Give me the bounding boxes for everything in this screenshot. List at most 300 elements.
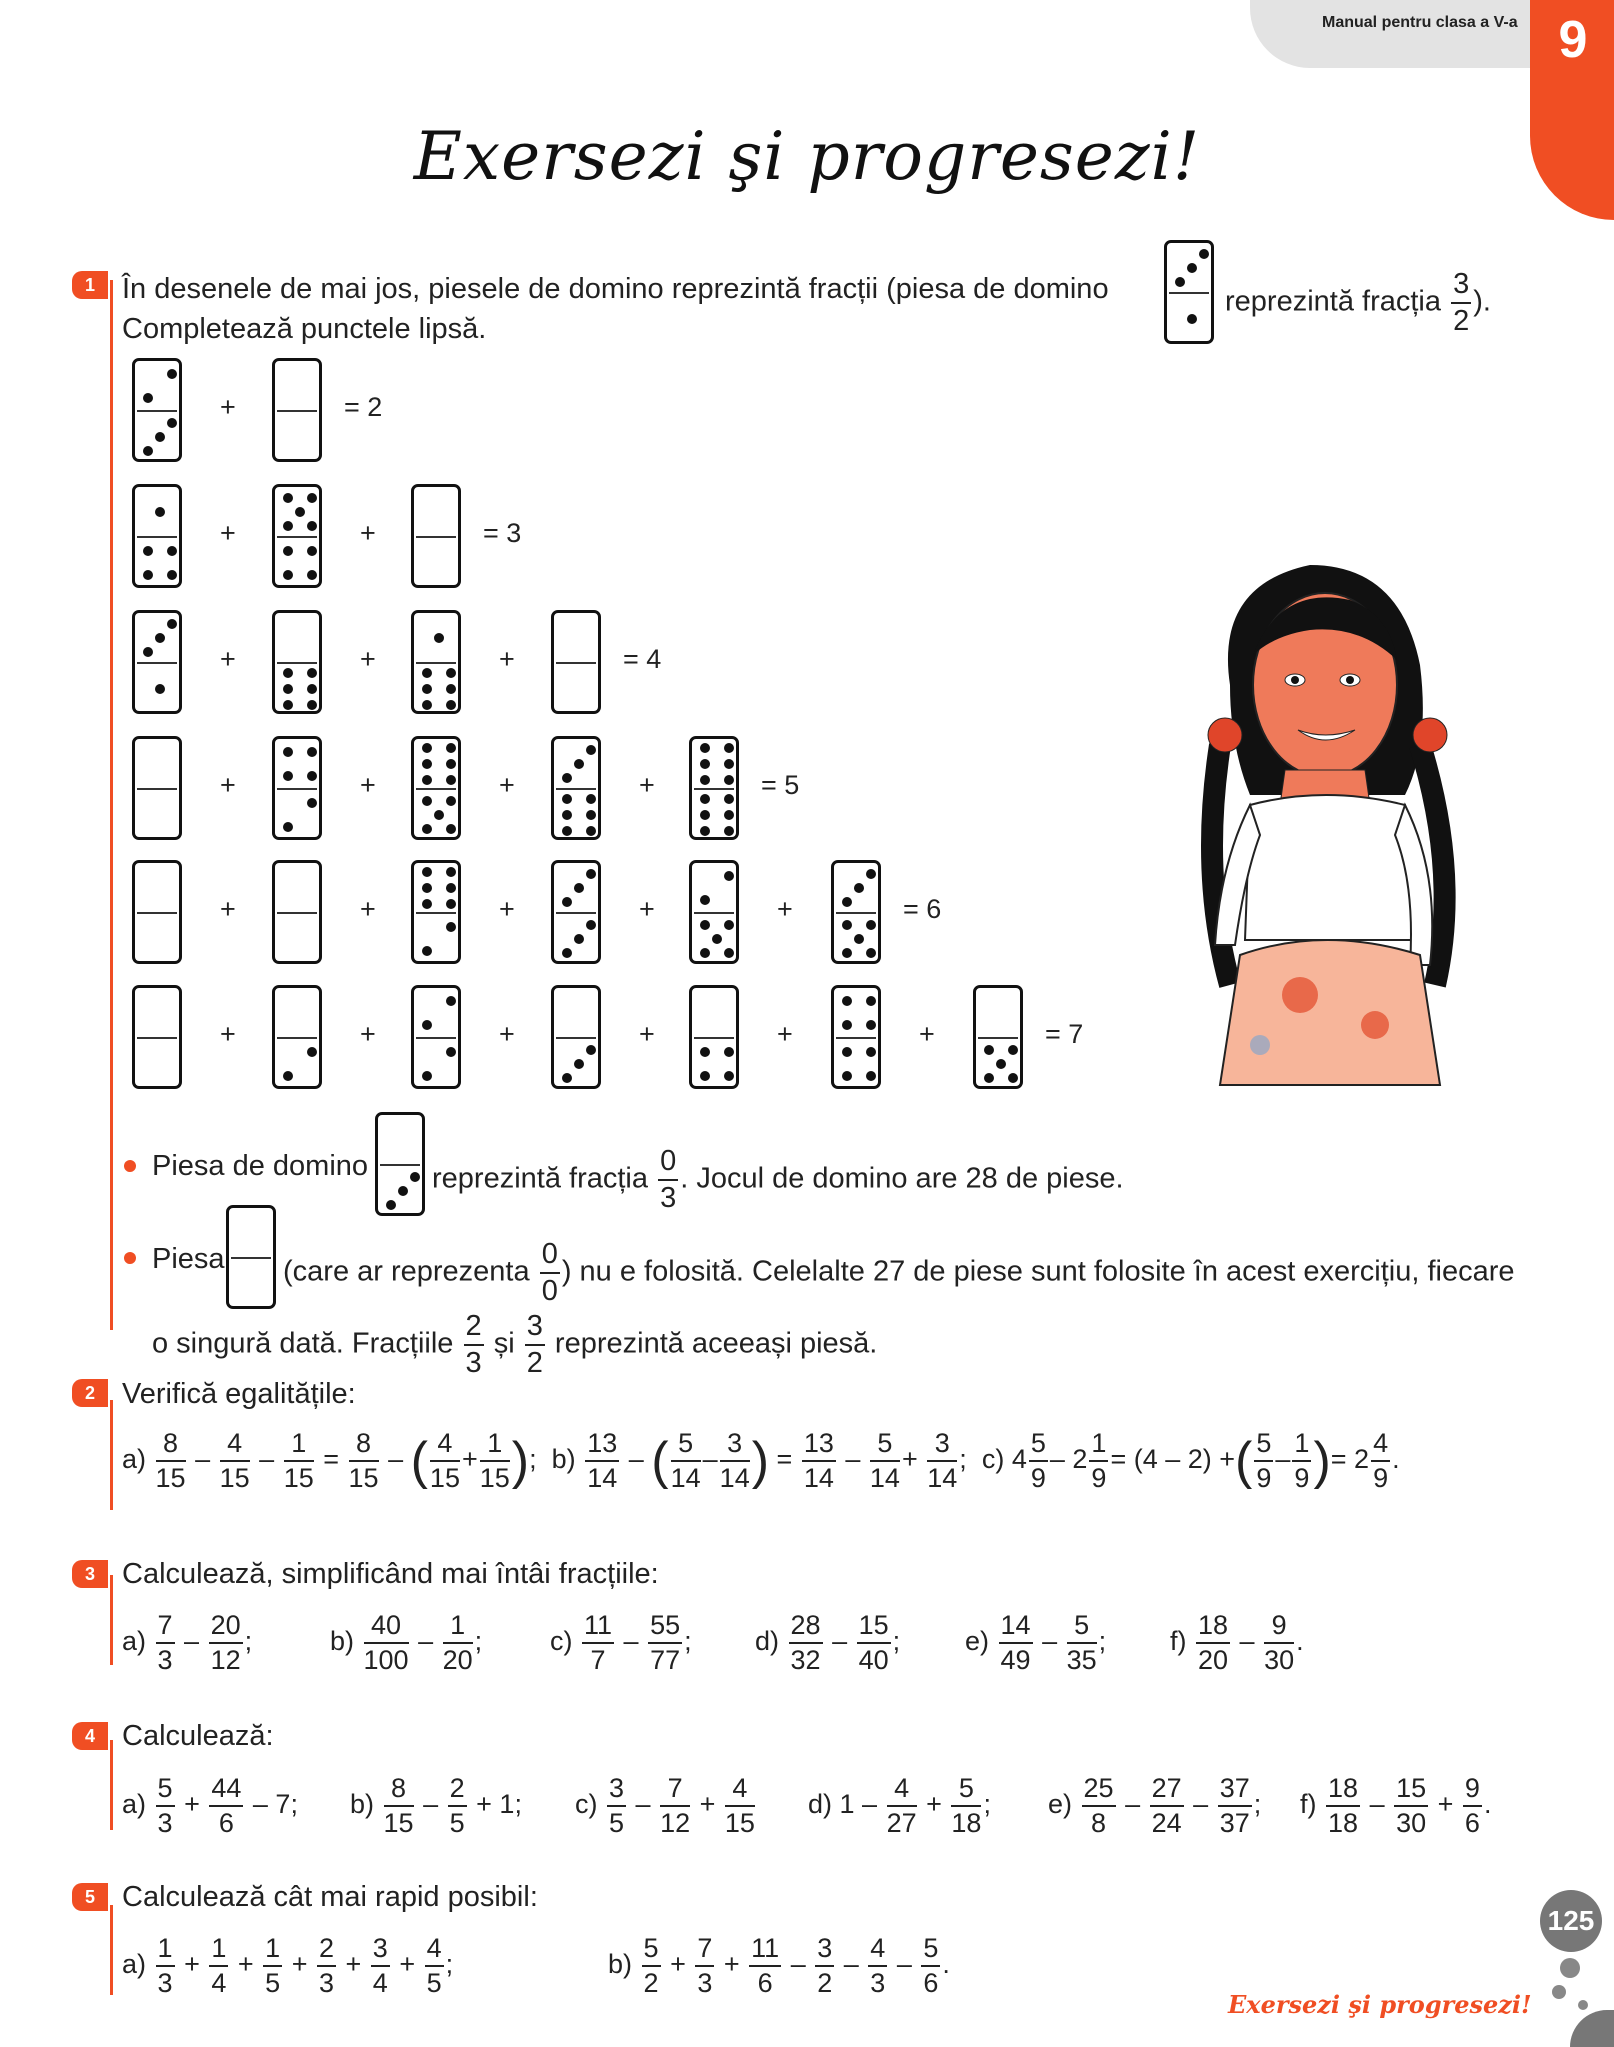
domino-blank[interactable] — [132, 860, 182, 964]
domino-divider — [137, 536, 177, 538]
domino-pip — [562, 794, 572, 804]
domino-piece — [411, 610, 461, 714]
domino-pip — [307, 684, 317, 694]
domino-pip — [283, 1071, 293, 1081]
domino-pip — [155, 684, 165, 694]
denominator: 100 — [363, 1645, 409, 1675]
numerator: 7 — [156, 1612, 175, 1644]
domino-pip — [586, 745, 596, 755]
exercise-5-b: b) $\frac{5}{2}$ + $\frac{7}{3}$ + $\frac{11}{6}$ – $\frac{3}{2}$ – $\frac{4}{3}$ – $\frac{5}{6}$ . — [608, 1933, 950, 1998]
plus-sign: + — [499, 644, 515, 674]
domino-pip — [842, 920, 852, 930]
item-label: e) — [965, 1626, 997, 1657]
domino-divider — [137, 1037, 177, 1039]
domino-pip — [410, 1172, 420, 1182]
terminator: . — [1296, 1626, 1304, 1657]
page-title: Exersezi şi progresezi! — [413, 118, 1201, 195]
numerator: 15 — [857, 1612, 891, 1644]
domino-pip — [842, 1020, 852, 1030]
denominator: 49 — [1000, 1645, 1031, 1675]
domino-divider — [231, 1257, 271, 1259]
domino-pip — [586, 1045, 596, 1055]
exercise-3-item — [965, 1612, 1106, 1674]
domino-pip — [143, 647, 153, 657]
domino-pip — [574, 934, 584, 944]
domino-piece — [551, 860, 601, 964]
domino-pip — [586, 810, 596, 820]
domino-pip — [283, 521, 293, 531]
exercise-3-item — [550, 1612, 692, 1674]
manual-label: Manual pentru clasa a V-a — [1322, 14, 1518, 31]
denominator: 7 — [590, 1645, 606, 1675]
domino-pip — [724, 871, 734, 881]
domino-pip — [422, 1071, 432, 1081]
domino-pip — [283, 700, 293, 710]
domino-divider — [694, 912, 734, 914]
domino-piece — [689, 736, 739, 840]
plus-sign: + — [919, 1019, 935, 1049]
numerator: 11 — [582, 1612, 614, 1644]
exercise-4-c: c) $\frac{3}{5}$ – $\frac{7}{12}$ + $\frac{4}{15}$ — [575, 1773, 755, 1838]
domino-pip — [1187, 263, 1197, 273]
domino-divider — [1169, 292, 1209, 294]
domino-pip — [712, 934, 722, 944]
row-result: = 2 — [344, 392, 383, 422]
fraction — [648, 1612, 682, 1674]
domino-pip — [422, 700, 432, 710]
domino-pip — [295, 507, 305, 517]
domino-piece — [272, 736, 322, 840]
domino-pip — [446, 867, 456, 877]
domino-pip — [724, 743, 734, 753]
corner-decor — [1570, 2010, 1614, 2047]
domino-pip — [446, 922, 456, 932]
domino-piece — [973, 985, 1023, 1089]
domino-divider — [277, 788, 317, 790]
domino-blank[interactable] — [272, 358, 322, 462]
domino-pip — [446, 796, 456, 806]
domino-divider — [277, 1037, 317, 1039]
item-label: b) — [330, 1626, 362, 1657]
domino-pip — [562, 1073, 572, 1083]
domino-pip — [446, 668, 456, 678]
domino-divider — [556, 788, 596, 790]
denominator: 30 — [1264, 1645, 1295, 1675]
decor-dot — [1578, 2000, 1588, 2010]
domino-pip — [155, 633, 165, 643]
exercise-1-intro: În desenele de mai jos, piesele de domino reprezintă fracții (piesa de domino — [122, 273, 1109, 305]
domino-pip — [842, 996, 852, 1006]
domino-pip — [1008, 1045, 1018, 1055]
domino-piece — [272, 484, 322, 588]
plus-sign: + — [220, 644, 236, 674]
exercise-rule — [110, 1575, 113, 1665]
domino-pip — [283, 570, 293, 580]
domino-divider — [836, 1037, 876, 1039]
plus-sign: + — [639, 894, 655, 924]
operator: – — [1034, 1626, 1065, 1657]
domino-pip — [574, 883, 584, 893]
numerator: 5 — [1067, 1612, 1097, 1644]
domino-divider — [137, 410, 177, 412]
domino-pip — [866, 869, 876, 879]
domino-pip — [700, 1047, 710, 1057]
domino-pip — [307, 546, 317, 556]
domino-pip — [283, 747, 293, 757]
domino-piece — [551, 736, 601, 840]
plus-sign: + — [499, 1019, 515, 1049]
numerator: 14 — [999, 1612, 1033, 1644]
exercise-4-text: Calculează: — [122, 1720, 274, 1752]
domino-pip — [446, 743, 456, 753]
domino-pip — [866, 920, 876, 930]
domino-divider — [277, 410, 317, 412]
unit-number: 9 — [1558, 11, 1588, 69]
domino-pip — [422, 824, 432, 834]
plus-sign: + — [360, 518, 376, 548]
domino-pip — [700, 794, 710, 804]
domino-pip — [167, 369, 177, 379]
domino-blank[interactable] — [272, 860, 322, 964]
domino-pip — [283, 668, 293, 678]
operator: – — [824, 1626, 855, 1657]
domino-pip — [307, 668, 317, 678]
plus-sign: + — [220, 518, 236, 548]
row-result: = 5 — [761, 770, 800, 800]
row-result: = 4 — [623, 644, 662, 674]
domino-piece — [411, 860, 461, 964]
domino-pip — [586, 826, 596, 836]
exercise-3-item — [755, 1612, 900, 1674]
domino-pip — [307, 1047, 317, 1057]
domino-divider — [694, 1037, 734, 1039]
plus-sign: + — [220, 392, 236, 422]
plus-sign: + — [360, 894, 376, 924]
domino-pip — [398, 1186, 408, 1196]
domino-pip — [446, 700, 456, 710]
domino-pip — [307, 747, 317, 757]
domino-pip — [700, 810, 710, 820]
exercise-4-e: e) $\frac{25}{8}$ – $\frac{27}{24}$ – $\frac{37}{37}$ ; — [1048, 1773, 1262, 1838]
domino-pip — [700, 759, 710, 769]
plus-sign: + — [360, 1019, 376, 1049]
domino-pip — [446, 899, 456, 909]
row-result: = 3 — [483, 518, 522, 548]
domino-pip — [866, 1071, 876, 1081]
domino-divider — [416, 912, 456, 914]
domino-pip — [283, 684, 293, 694]
footer-title: Exersezi şi progresezi! — [1228, 1990, 1532, 2019]
domino-blank[interactable] — [132, 736, 182, 840]
plus-sign: + — [777, 1019, 793, 1049]
domino-piece — [689, 860, 739, 964]
domino-pip — [422, 775, 432, 785]
domino-divider — [277, 662, 317, 664]
domino-pip — [167, 546, 177, 556]
domino-pip — [167, 570, 177, 580]
fraction — [999, 1612, 1033, 1674]
plus-sign: + — [499, 770, 515, 800]
domino-pip — [143, 546, 153, 556]
domino-pip — [562, 948, 572, 958]
exercise-4-b: b) $\frac{8}{15}$ – $\frac{2}{5}$ + 1; — [350, 1773, 522, 1838]
domino-blank[interactable] — [411, 484, 461, 588]
domino-piece — [272, 610, 322, 714]
domino-pip — [422, 668, 432, 678]
fraction — [364, 1612, 409, 1674]
page-number: 125 — [1540, 1890, 1602, 1952]
domino-pip — [446, 1047, 456, 1057]
denominator: 32 — [790, 1645, 821, 1675]
domino-pip — [984, 1045, 994, 1055]
domino-pip — [574, 759, 584, 769]
domino-pip — [143, 570, 153, 580]
domino-piece — [132, 610, 182, 714]
domino-pip — [724, 1047, 734, 1057]
domino-pip — [700, 743, 710, 753]
exercise-3-item — [122, 1612, 252, 1674]
domino-divider — [416, 788, 456, 790]
operator: – — [176, 1626, 207, 1657]
domino-pip — [283, 822, 293, 832]
domino-pip — [724, 948, 734, 958]
domino-divider — [836, 912, 876, 914]
domino-pip — [422, 684, 432, 694]
exercise-rule — [110, 280, 113, 1330]
domino-pip — [422, 796, 432, 806]
terminator: ; — [684, 1626, 692, 1657]
fraction — [209, 1612, 243, 1674]
domino-pip — [700, 826, 710, 836]
note-1-text: reprezintă fracția $\frac{0}{3}$ . Jocul de domino are 28 de piese. — [432, 1145, 1124, 1214]
numerator: 40 — [364, 1612, 409, 1644]
numerator: 9 — [1264, 1612, 1294, 1644]
domino-divider — [416, 536, 456, 538]
domino-pip — [842, 897, 852, 907]
domino-pip — [700, 775, 710, 785]
domino-pip — [866, 1047, 876, 1057]
fraction — [156, 1612, 175, 1674]
domino-blank[interactable] — [551, 610, 601, 714]
domino-divider — [416, 662, 456, 664]
domino-piece — [411, 985, 461, 1089]
exercise-3-text: Calculează, simplificând mai întâi fracțiile: — [122, 1558, 659, 1590]
operator: – — [616, 1626, 647, 1657]
domino-pip — [996, 1059, 1006, 1069]
item-label: c) — [550, 1626, 580, 1657]
domino-pip — [1175, 277, 1185, 287]
domino-pip — [307, 700, 317, 710]
fraction — [789, 1612, 823, 1674]
terminator: ; — [1098, 1626, 1107, 1657]
fraction — [1067, 1612, 1097, 1674]
domino-pip — [422, 899, 432, 909]
exercise-5-a: a) $\frac{1}{3}$ + $\frac{1}{4}$ + $\frac{1}{5}$ + $\frac{2}{3}$ + $\frac{3}{4}$ + $\frac{4}{5}$ ; — [122, 1933, 454, 1998]
plus-sign: + — [499, 894, 515, 924]
domino-pip — [167, 418, 177, 428]
domino-pip — [842, 948, 852, 958]
domino-pip — [724, 920, 734, 930]
domino-piece — [132, 358, 182, 462]
fraction — [582, 1612, 614, 1674]
exercise-number: 5 — [72, 1883, 108, 1911]
domino-pip — [422, 1020, 432, 1030]
domino-pip — [866, 948, 876, 958]
domino-pip — [143, 446, 153, 456]
decor-dot — [1552, 1985, 1566, 1999]
note-1-pre: Piesa de domino — [152, 1150, 369, 1182]
numerator: 20 — [209, 1612, 243, 1644]
denominator: 20 — [1198, 1645, 1229, 1675]
fraction — [857, 1612, 891, 1674]
domino-pip — [562, 897, 572, 907]
decor-dot — [1560, 1958, 1580, 1978]
domino-pip — [155, 432, 165, 442]
numerator: 18 — [1196, 1612, 1230, 1644]
domino-pip — [446, 775, 456, 785]
domino-piece — [689, 985, 739, 1089]
domino-pip — [446, 759, 456, 769]
exercise-rule — [110, 1905, 113, 1995]
domino-pip — [854, 934, 864, 944]
domino-pip — [386, 1200, 396, 1210]
domino-divider — [556, 1037, 596, 1039]
domino-pip — [562, 810, 572, 820]
exercise-number: 4 — [72, 1722, 108, 1750]
fraction — [1196, 1612, 1230, 1674]
domino-pip — [562, 773, 572, 783]
domino-divider — [694, 788, 734, 790]
domino-pip — [586, 869, 596, 879]
note-3-text: o singură dată. Fracțiile $\frac{2}{3}$ și $\frac{3}{2}$ reprezintă aceeași piesă. — [152, 1310, 878, 1379]
domino-pip — [1008, 1073, 1018, 1083]
terminator: ; — [892, 1626, 901, 1657]
numerator: 28 — [789, 1612, 823, 1644]
plus-sign: + — [360, 644, 376, 674]
bullet — [124, 1160, 136, 1172]
exercise-number: 2 — [72, 1379, 108, 1407]
row-result: = 7 — [1045, 1019, 1084, 1049]
domino-pip — [307, 493, 317, 503]
domino-pip — [307, 771, 317, 781]
domino-divider — [137, 788, 177, 790]
domino-pip — [155, 507, 165, 517]
domino-piece — [831, 985, 881, 1089]
item-label: d) — [755, 1626, 787, 1657]
numerator: 55 — [648, 1612, 682, 1644]
exercise-5-text: Calculează cât mai rapid posibil: — [122, 1881, 538, 1913]
domino-pip — [724, 775, 734, 785]
domino-pip — [724, 759, 734, 769]
domino-pip — [700, 948, 710, 958]
exercise-1-line2: Completează punctele lipsă. — [122, 313, 487, 345]
domino-pip — [700, 920, 710, 930]
operator: – — [1232, 1626, 1263, 1657]
plus-sign: + — [220, 894, 236, 924]
denominator: 20 — [442, 1645, 473, 1675]
domino-pip — [434, 633, 444, 643]
domino-divider — [277, 536, 317, 538]
girl-illustration — [1190, 545, 1465, 1090]
row-result: = 6 — [903, 894, 942, 924]
domino-blank[interactable] — [132, 985, 182, 1089]
domino-pip — [307, 798, 317, 808]
domino-pip — [422, 883, 432, 893]
domino-pip — [724, 826, 734, 836]
domino-pip — [283, 546, 293, 556]
domino-divider — [137, 662, 177, 664]
domino-pip — [1199, 249, 1209, 259]
domino-pip — [984, 1073, 994, 1083]
plus-sign: + — [777, 894, 793, 924]
domino-divider — [556, 912, 596, 914]
domino-pip — [724, 1071, 734, 1081]
denominator: 3 — [157, 1645, 173, 1675]
domino-pip — [143, 393, 153, 403]
exercise-rule — [110, 1400, 113, 1510]
domino-piece — [132, 484, 182, 588]
domino-pip — [446, 996, 456, 1006]
denominator: 40 — [858, 1645, 889, 1675]
plus-sign: + — [639, 770, 655, 800]
domino-pip — [307, 570, 317, 580]
exercise-3-item — [1170, 1612, 1304, 1674]
bullet — [124, 1252, 136, 1264]
item-label: a) — [122, 1626, 154, 1657]
domino-pip — [446, 883, 456, 893]
denominator: 77 — [650, 1645, 681, 1675]
domino-pip — [866, 996, 876, 1006]
exercise-4-d: d) 1 – $\frac{4}{27}$ + $\frac{5}{18}$ ; — [808, 1773, 991, 1838]
domino-pip — [854, 883, 864, 893]
exercise-number: 3 — [72, 1560, 108, 1588]
plus-sign: + — [220, 770, 236, 800]
domino-pip — [167, 619, 177, 629]
denominator: 12 — [210, 1645, 241, 1675]
operator: – — [410, 1626, 441, 1657]
domino-pip — [422, 867, 432, 877]
domino-pip — [574, 1059, 584, 1069]
terminator: ; — [474, 1626, 483, 1657]
domino-pip — [842, 1047, 852, 1057]
domino-pip — [434, 810, 444, 820]
fraction — [1264, 1612, 1294, 1674]
fraction — [443, 1612, 473, 1674]
domino-divider — [416, 1037, 456, 1039]
exercise-1-intro-tail: reprezintă fracția $\frac{3}{2}$ ). — [1225, 268, 1491, 337]
domino-pip — [700, 895, 710, 905]
domino-pip — [446, 684, 456, 694]
domino-note-2 — [226, 1205, 276, 1309]
domino-divider — [978, 1037, 1018, 1039]
domino-piece — [831, 860, 881, 964]
exercise-3-item — [330, 1612, 482, 1674]
domino-piece — [272, 985, 322, 1089]
domino-pip — [1187, 314, 1197, 324]
domino-piece — [551, 985, 601, 1089]
domino-pip — [283, 771, 293, 781]
domino-pip — [866, 1020, 876, 1030]
exercise-2-items: a) $\frac{8}{15}$ – $\frac{4}{15}$ – $\frac{1}{15}$ = $\frac{8}{15}$ – ( $\frac{4}{15}$ + $\frac{1}{15}$ ); b) $\frac{13}{14}$ – ( $\frac{5}{14}$ – $\frac{3}{14}$ ) = $\frac{13}{14}$ – $\frac{5}{14}$ + $\frac{3}{14}$ ; c) 4 $\frac{5}{9}$ – 2 $\frac{1}{9}$ = (4 – 2) +( $\frac{5}{9}$ – $\frac{1}{9}$ )= 2 $\frac{4}{9}$ . — [122, 1428, 1400, 1493]
domino-divider — [137, 912, 177, 914]
domino-piece — [411, 736, 461, 840]
exercise-4-a: a) $\frac{5}{3}$ + $\frac{44}{6}$ – 7; — [122, 1773, 298, 1838]
domino-divider — [277, 912, 317, 914]
domino-pip — [586, 794, 596, 804]
domino-pip — [422, 759, 432, 769]
domino-pip — [700, 1071, 710, 1081]
exercise-2-text: Verifică egalitățile: — [122, 1378, 356, 1410]
